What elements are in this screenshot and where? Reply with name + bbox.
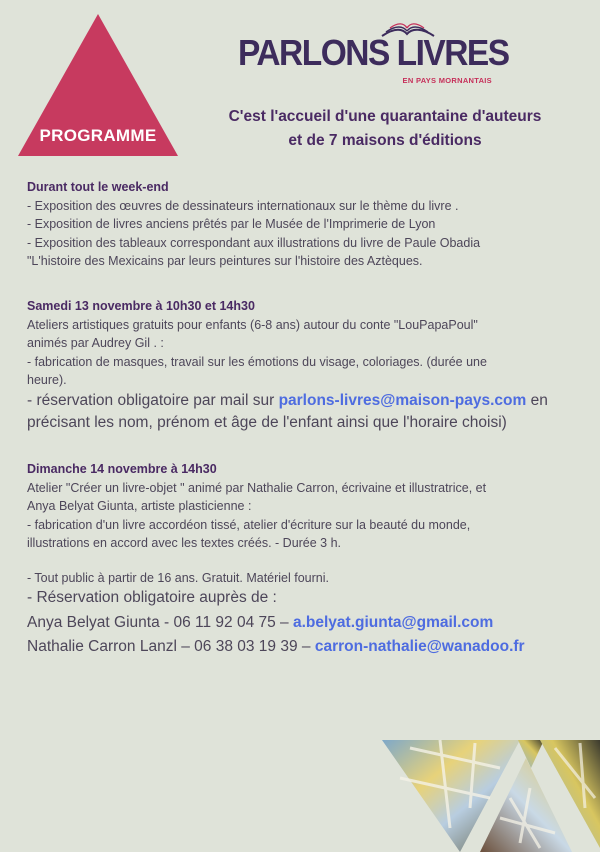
saturday-reservation-line-2: précisant les nom, prénom et âge de l'enfant ainsi que l'horaire choisi) xyxy=(27,413,507,431)
weekend-heading: Durant tout le week-end xyxy=(27,180,169,194)
saturday-section xyxy=(27,297,577,434)
weekend-section xyxy=(27,178,577,271)
reservation-prefix: - réservation obligatoire par mail sur xyxy=(27,391,275,409)
contact-anya-email-link[interactable]: a.belyat.giunta@gmail.com xyxy=(292,614,494,631)
contact-anya xyxy=(27,612,577,634)
sunday-reservation: - Réservation obligatoire auprès de : xyxy=(27,589,277,606)
sunday-section xyxy=(27,460,577,658)
reservation-email-link[interactable]: parlons-livres@maison-pays.com xyxy=(278,391,527,409)
weekend-line: - Exposition de livres anciens prêtés par le Musée de l'Imprimerie de Lyon xyxy=(27,217,436,231)
sunday-line: illustrations en accord avec les textes créés. - Durée 3 h. xyxy=(27,536,342,550)
logo-title: PARLONS LIVRES xyxy=(238,32,509,73)
contact-nathalie-email-link[interactable]: carron-nathalie@wanadoo.fr xyxy=(314,638,525,655)
programme-label: PROGRAMME xyxy=(39,126,157,145)
saturday-reservation xyxy=(27,390,577,412)
saturday-line: - fabrication de masques, travail sur les émotions du visage, coloriages. (durée une xyxy=(27,354,487,369)
sunday-heading: Dimanche 14 novembre à 14h30 xyxy=(27,462,217,476)
headline xyxy=(200,105,570,153)
weekend-line: - Exposition des tableaux correspondant aux illustrations du livre de Paule Obadia xyxy=(27,235,481,250)
weekend-line: "L'histoire des Mexicains par leurs peintures sur l'histoire des Aztèques. xyxy=(27,254,423,268)
sunday-line: Atelier "Créer un livre-objet " animé par Nathalie Carron, écrivaine et illustratrice, et xyxy=(27,480,487,495)
sunday-line: - fabrication d'un livre accordéon tissé, atelier d'écriture sur la beauté du monde, xyxy=(27,517,471,532)
sunday-line: Anya Belyat Giunta, artiste plasticienne : xyxy=(27,499,252,513)
saturday-heading: Samedi 13 novembre à 10h30 et 14h30 xyxy=(27,299,255,313)
parlons-livres-logo xyxy=(238,18,509,88)
headline-line-2: et de 7 maisons d'éditions xyxy=(288,132,482,149)
contact-nathalie-name: Nathalie Carron Lanzl – 06 38 03 19 39 – xyxy=(27,638,311,655)
headline-line-1: C'est l'accueil d'une quarantaine d'auteurs xyxy=(228,108,542,125)
sunday-public: - Tout public à partir de 16 ans. Gratuit. Matériel fourni. xyxy=(27,570,330,585)
contact-anya-name: Anya Belyat Giunta - 06 11 92 04 75 – xyxy=(27,614,289,631)
saturday-line: heure). xyxy=(27,373,67,387)
decorative-photo-triangles xyxy=(380,738,600,852)
saturday-line: Ateliers artistiques gratuits pour enfants (6-8 ans) autour du conte "LouPapaPoul" xyxy=(27,317,478,332)
logo-subtitle: EN PAYS MORNANTAIS xyxy=(402,76,492,85)
programme-badge xyxy=(18,14,178,156)
saturday-line: animés par Audrey Gil . : xyxy=(27,336,164,350)
reservation-suffix: en xyxy=(530,391,548,409)
contact-nathalie xyxy=(27,636,577,658)
weekend-line: - Exposition des œuvres de dessinateurs internationaux sur le thème du livre . xyxy=(27,198,459,213)
